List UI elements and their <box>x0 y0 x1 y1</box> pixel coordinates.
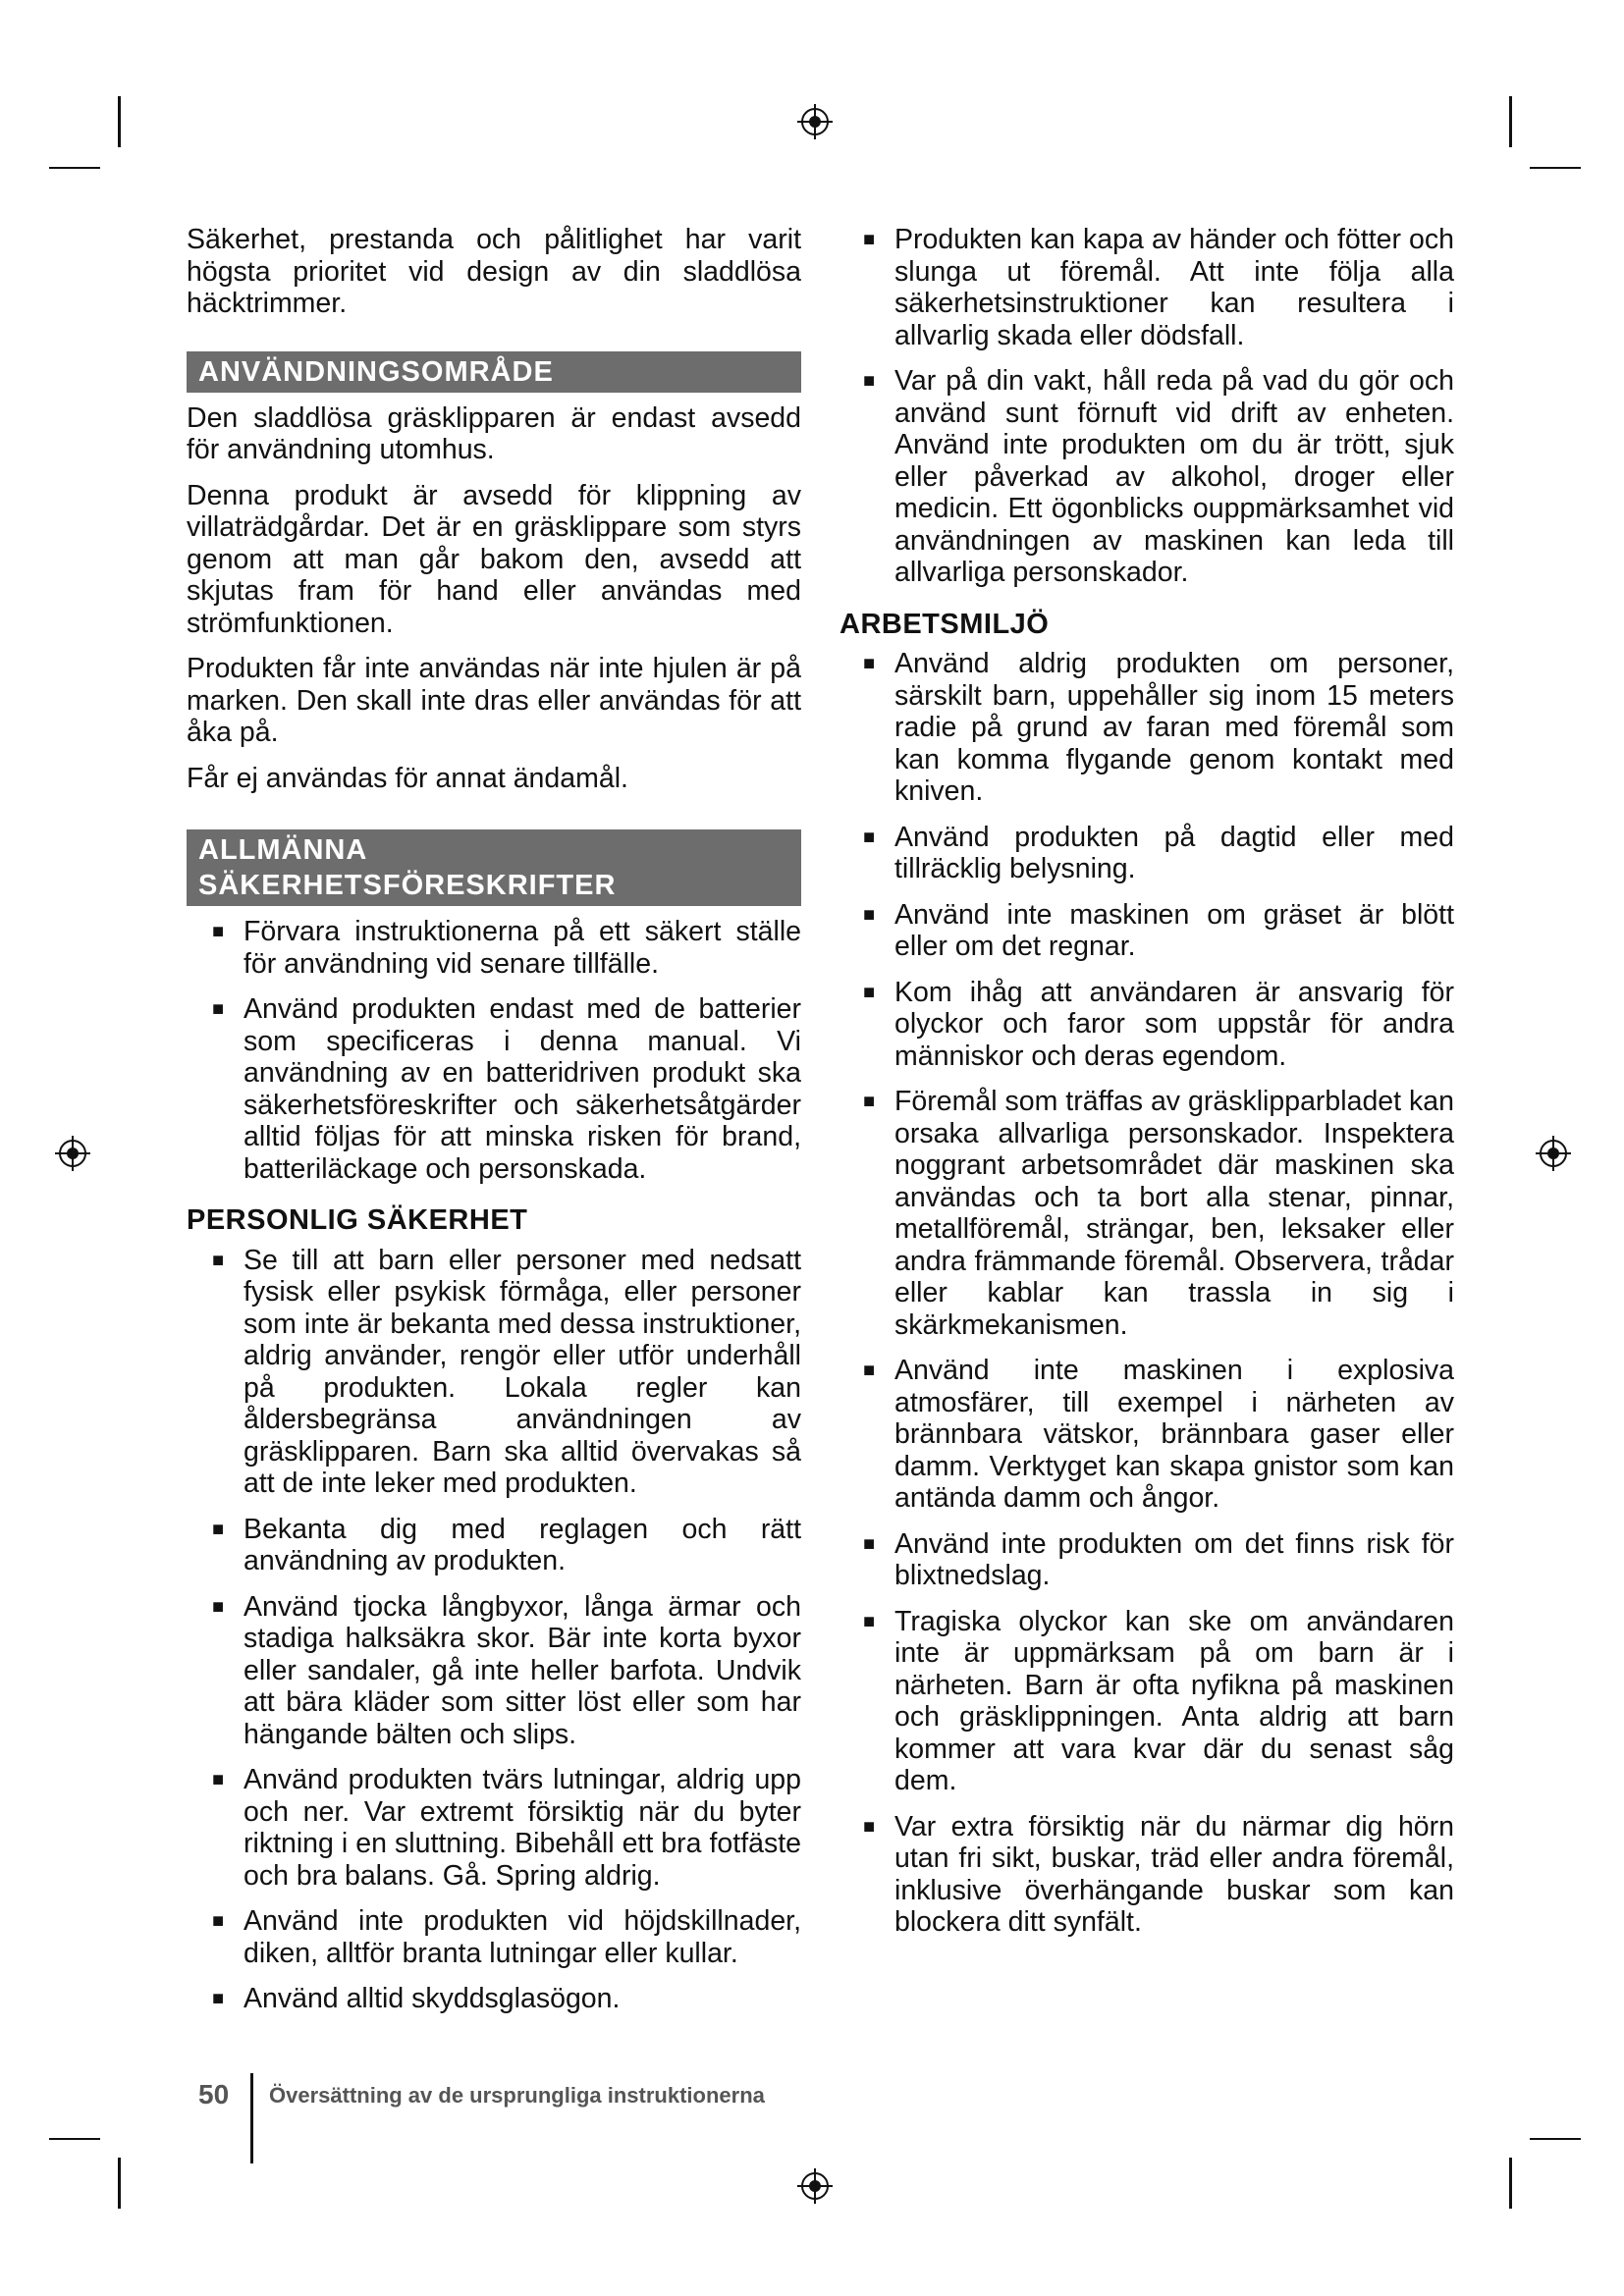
right-column <box>839 224 1454 1952</box>
paragraph: Produkten får inte användas när inte hjulen är på marken. Den skall inte dras eller användas för att åka på. <box>187 653 801 748</box>
section-heading-general-safety <box>187 829 801 906</box>
bullet-square-icon: ■ <box>212 1910 225 1932</box>
bullet-square-icon: ■ <box>212 1595 225 1618</box>
subheading-personal-safety: PERSONLIG SÄKERHET <box>187 1204 528 1236</box>
list-item: ■ Använd produkten tvärs lutningar, aldrig upp och ner. Var extremt försiktig när du byter riktning i en sluttning. Bibehåll ett bra fotfäste och bra balans. Gå. Spring aldrig. <box>212 1764 801 1892</box>
list-item: ■ Var på din vakt, håll reda på vad du gör och använd sunt förnuft vid drift av enheten. Använd inte produkten om du är trött, sjuk eller påverkad av alkohol, droger eller medicin. Ett ögonblicks ouppmärksamhet vid användningen av maskinen kan leda till allvarliga personskador. <box>863 365 1454 588</box>
crop-mark <box>49 2138 100 2140</box>
list-item: ■ Använd inte produkten om det finns risk för blixtnedslag. <box>863 1527 1454 1591</box>
crop-mark <box>49 167 100 169</box>
bullet-square-icon: ■ <box>212 1249 225 1271</box>
bullet-square-icon: ■ <box>863 1532 876 1555</box>
list-item: ■ Använd alltid skyddsglasögon. <box>212 1983 621 2014</box>
list-item: ■ Kom ihåg att användaren är ansvarig för olyckor och faror som uppstår för andra människor och deras egendom. <box>863 976 1454 1072</box>
list-item: ■ Bekanta dig med reglagen och rätt användning av produkten. <box>212 1513 801 1576</box>
bullet-square-icon: ■ <box>863 229 876 250</box>
list-item: ■ Var extra försiktig när du närmar dig hörn utan fri sikt, buskar, träd eller andra föremål, inklusive överhängande buskar som kan blockera ditt synfält. <box>863 1810 1454 1938</box>
registration-mark-icon <box>795 2166 835 2206</box>
crop-mark <box>1530 167 1581 169</box>
bullet-list <box>187 1245 801 2015</box>
bullet-list <box>839 648 1454 1939</box>
bullet-list <box>839 224 1454 589</box>
list-item: ■ Använd tjocka långbyxor, långa ärmar och stadiga halksäkra skor. Bär inte korta byxor eller sandaler, gå inte heller barfota. Undvik att bära kläder som sitter löst eller som har hängande bälten och slips. <box>212 1590 801 1750</box>
footer-divider <box>250 2073 253 2163</box>
footer-text: Översättning av de ursprungliga instruktionerna <box>269 2083 765 2108</box>
registration-mark-icon <box>795 102 835 141</box>
list-item: ■ Använd inte maskinen om gräset är blött eller om det regnar. <box>863 898 1454 962</box>
list-item: ■ Använd produkten på dagtid eller med tillräcklig belysning. <box>863 821 1454 884</box>
bullet-square-icon: ■ <box>212 1988 225 2009</box>
left-column <box>187 224 801 2029</box>
bullet-list <box>187 916 801 1185</box>
list-item: ■ Använd aldrig produkten om personer, särskilt barn, uppehåller sig inom 15 meters radie på grund av faran med föremål som kan komma flygande genom kontakt med kniven. <box>863 648 1454 807</box>
registration-mark-icon <box>53 1134 92 1173</box>
list-item: ■ Tragiska olyckor kan ske om användaren inte är uppmärksam på om barn är i närheten. Barn är ofta nyfikna på maskinen och gräsklippningen. Anta aldrig att barn kommer att vara kvar där du senast såg dem. <box>863 1605 1454 1796</box>
bullet-square-icon: ■ <box>863 1091 876 1112</box>
list-item: ■ Förvara instruktionerna på ett säkert ställe för användning vid senare tillfälle. <box>212 916 801 980</box>
list-item: ■ Föremål som träffas av gräsklipparbladet kan orsaka allvarliga personskador. Inspektera noggrant arbetsområdet där maskinen ska användas och ta bort alla stenar, pinnar, metallföremål, strängar, ben, leksaker eller andra främmande föremål. Observera, trådar eller kablar kan trassla in sig i skärkmekanismen. <box>863 1086 1454 1341</box>
crop-mark <box>1530 2138 1581 2140</box>
bullet-square-icon: ■ <box>212 1769 225 1790</box>
bullet-square-icon: ■ <box>863 903 876 926</box>
crop-mark <box>1509 96 1512 147</box>
section-heading-usage <box>187 351 801 393</box>
list-item: ■ Produkten kan kapa av händer och fötter och slunga ut föremål. Att inte följa alla säkerhetsinstruktioner kan resultera i allvarlig skada eller dödsfall. <box>863 224 1454 351</box>
list-item: ■ Se till att barn eller personer med nedsatt fysisk eller psykisk förmåga, eller personer som inte är bekanta med dessa instruktioner, aldrig använder, rengör eller utför underhåll på produkten. Lokala regler kan åldersbegränsa användningen av gräsklipparen. Barn ska alltid övervakas så att de inte leker med produkten. <box>212 1244 801 1499</box>
bullet-square-icon: ■ <box>212 1518 225 1540</box>
section-heading-text: SÄKERHETSFÖRESKRIFTER <box>198 870 617 901</box>
bullet-square-icon: ■ <box>863 1610 876 1632</box>
bullet-square-icon: ■ <box>863 1360 876 1381</box>
bullet-square-icon: ■ <box>863 653 876 674</box>
paragraph: Får ej användas för annat ändamål. <box>187 762 628 794</box>
crop-mark <box>118 2158 121 2209</box>
section-heading-text: ANVÄNDNINGSOMRÅDE <box>198 355 554 388</box>
list-item: ■ Använd inte maskinen i explosiva atmosfärer, till exempel i närheten av brännbara vätskor, brännbara gaser eller damm. Verktyget kan skapa gnistor som kan antända damm och ångor. <box>863 1355 1454 1514</box>
page-number: 50 <box>198 2079 230 2109</box>
list-item: ■ Använd inte produkten vid höjdskillnader, diken, alltför branta lutningar eller kullar. <box>212 1905 801 1969</box>
bullet-square-icon: ■ <box>863 826 876 848</box>
crop-mark <box>1509 2158 1512 2209</box>
list-item: ■ Använd produkten endast med de batterier som specificeras i denna manual. Vi användning av en batteridriven produkt ska säkerhetsföreskrifter och säkerhetsåtgärder alltid följas för att minska risken för brand, batteriläckage och personskada. <box>212 993 801 1185</box>
section-heading-text: ALLMÄNNA <box>198 834 368 866</box>
intro-paragraph: Säkerhet, prestanda och pålitlighet har varit högsta prioritet vid design av din sladdlösa häcktrimmer. <box>187 224 801 319</box>
subheading-work-environment: ARBETSMILJÖ <box>839 608 1050 640</box>
bullet-square-icon: ■ <box>863 981 876 1003</box>
registration-mark-icon <box>1534 1134 1573 1173</box>
bullet-square-icon: ■ <box>863 370 876 392</box>
paragraph: Denna produkt är avsedd för klippning av villaträdgårdar. Det är en gräsklippare som styrs genom att man går bakom den, avsedd att skjutas fram för hand eller användas med strömfunktionen. <box>187 479 801 639</box>
bullet-square-icon: ■ <box>212 998 225 1020</box>
paragraph: Den sladdlösa gräsklipparen är endast avsedd för användning utomhus. <box>187 401 801 465</box>
crop-mark <box>118 96 121 147</box>
bullet-square-icon: ■ <box>863 1815 876 1838</box>
bullet-square-icon: ■ <box>212 921 225 942</box>
